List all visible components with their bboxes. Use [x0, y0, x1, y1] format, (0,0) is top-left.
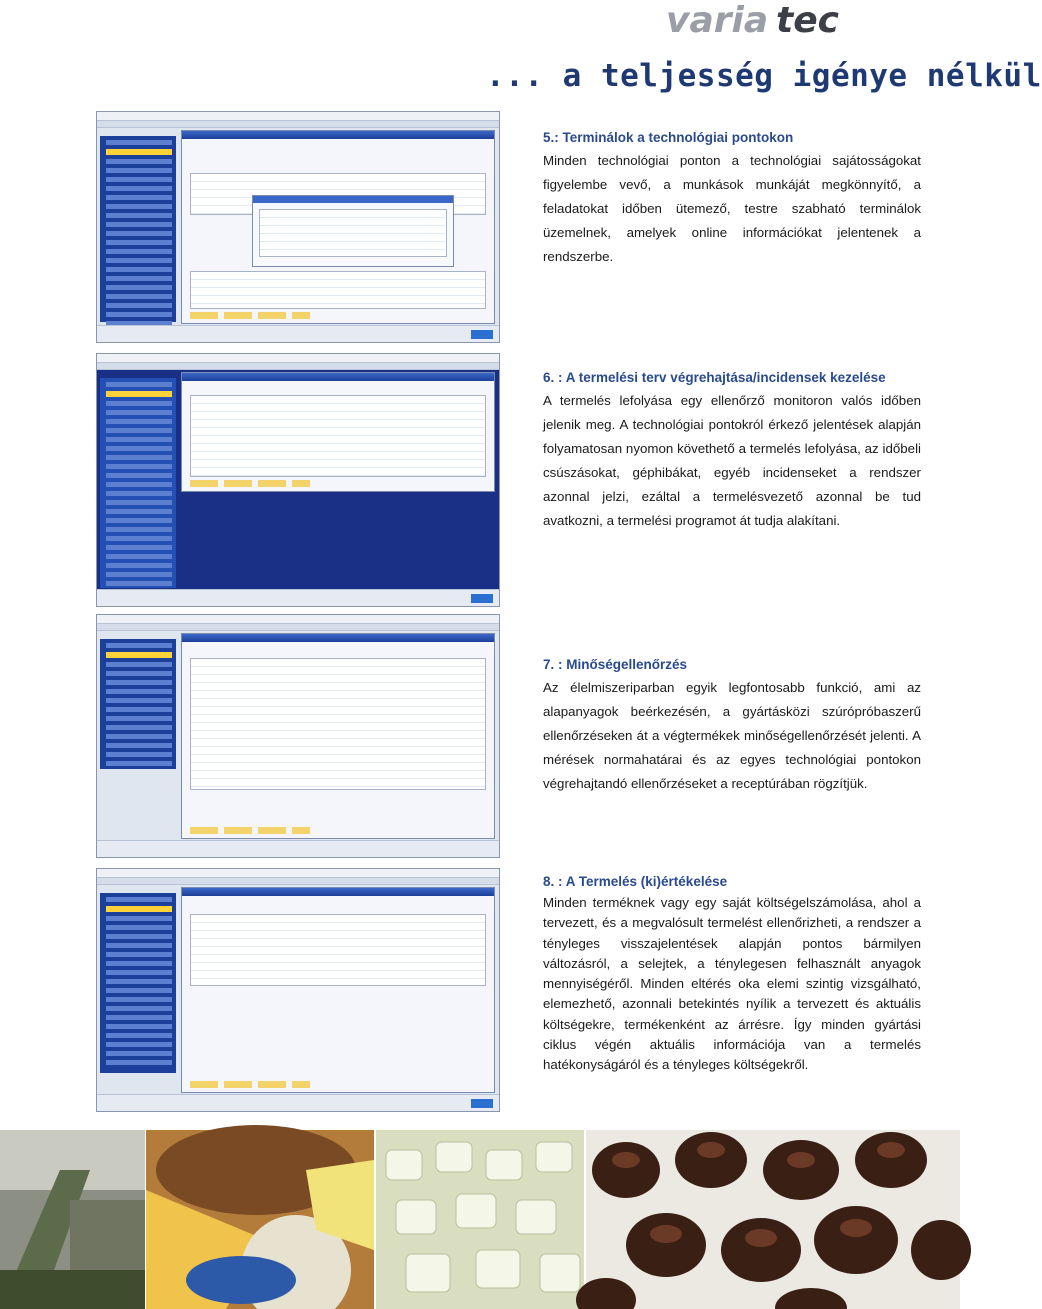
svg-text:tec: tec	[776, 0, 839, 41]
section-terminals	[543, 130, 921, 269]
dark-chocolates-photo	[586, 1130, 960, 1309]
section-production-plan	[543, 370, 921, 533]
section-body: Minden terméknek vagy egy saját költségelszámolása, ahol a tervezett, és a megvalósult termelést ellenőrizheti, a rendszer a tényleges visszajelentések alapján pontos bármilyen változásról, a selejtek, a ténylegesen felhasznált anyagok mennyiségéről. Minden eltérés oka elemi szintig vizsgálható, elemezhető, azonnali betekintés nyílik a tervezett és aktuális költségekre, termékenként az árrésre. Így minden gyártási ciklus végén aktuális információja van a termelés hatékonyságáról és a tényleges költségekről.	[543, 895, 921, 1073]
variatec-logo	[666, 0, 924, 41]
section-evaluation	[543, 874, 921, 1076]
white-chocolates-photo	[376, 1130, 584, 1309]
screenshot-terminals	[96, 111, 500, 343]
screenshot-production-monitor	[96, 353, 500, 607]
section-body: A termelés lefolyása egy ellenőrző monitoron valós időben jelenik meg. A technológiai pontokról érkező jelentések alapján folyamatosan nyomon követhető a termelés lefolyása, az időbeli csúszásokat, géphibákat, egyéb incidenseket a rendszer azonnal jelzi, ezáltal a termelésvezető azonnal be tud avatkozni, a termelési programot át tudja alakítani.	[543, 393, 921, 528]
svg-text:varia: varia	[666, 0, 769, 41]
section-title: 7. : Minőségellenőrzés	[543, 657, 688, 672]
section-body: Az élelmiszeriparban egyik legfontosabb funkció, ami az alapanyagok beérkezésén, a gyártásközi szúrópróbaszerű ellenőrzéseken át a végtermékek minőségellenőrzését jelenti. A mérések normahatárai és az egyes technológiai pontokon végrehajtandó ellenőrzéseket a receptúrában rögzítjük.	[543, 680, 921, 791]
screenshot-production-evaluation	[96, 868, 500, 1112]
section-title: 6. : A termelési terv végrehajtása/incidensek kezelése	[543, 370, 886, 385]
section-body: Minden technológiai ponton a technológiai sajátosságokat figyelembe vevő, a munkások munkáját megkönnyítő, a feladatokat időben ütemező, testre szabható terminálok üzemelnek, amelyek online információkat jelentenek a rendszerbe.	[543, 153, 921, 264]
section-title: 8. : A Termelés (ki)értékelése	[543, 874, 728, 889]
factory-bottling-photo	[0, 1130, 145, 1309]
cheese-products-photo	[146, 1130, 374, 1309]
section-quality-control	[543, 657, 921, 796]
screenshot-quality-control	[96, 614, 500, 858]
section-title: 5.: Terminálok a technológiai pontokon	[543, 130, 794, 145]
page-title: ... a teljesség igénye nélkül	[486, 58, 1042, 94]
